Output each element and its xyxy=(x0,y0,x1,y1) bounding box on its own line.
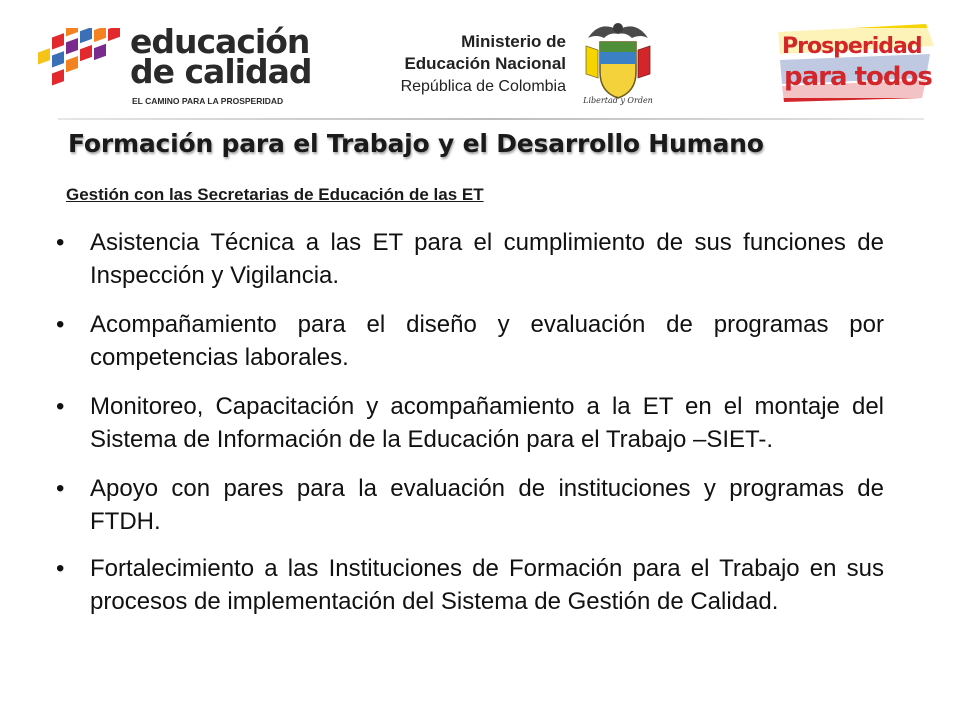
coat-of-arms-icon xyxy=(580,16,656,108)
cubes-icon xyxy=(34,28,126,98)
cube-4 xyxy=(66,28,78,36)
ministerio-line-2: Educación Nacional xyxy=(404,54,566,73)
bullet-dot: • xyxy=(56,475,65,502)
bullet-dot: • xyxy=(56,393,65,420)
bullet-dot: • xyxy=(56,555,65,582)
flag-left xyxy=(586,46,598,78)
cube-15 xyxy=(52,69,64,85)
cube-8 xyxy=(94,28,106,42)
condor-head xyxy=(613,23,623,33)
logo-tagline: EL CAMINO PARA LA PROSPERIDAD xyxy=(132,96,284,106)
header-divider xyxy=(58,118,924,120)
bullet-item xyxy=(56,308,884,374)
cube-grid xyxy=(38,28,120,85)
prosperidad-line-1: Prosperidad xyxy=(782,34,922,59)
cube-6 xyxy=(80,28,92,43)
cube-14 xyxy=(94,44,106,60)
ministerio-line-1: Ministerio de xyxy=(461,32,566,51)
bullet-dot: • xyxy=(56,311,65,338)
cube-13 xyxy=(66,56,78,72)
ministerio-line-3: República de Colombia xyxy=(400,78,566,95)
bullet-text: Fortalecimiento a las Instituciones de Formación para el Trabajo en sus procesos de implementación del Sistema de Gestión de Calidad. xyxy=(90,555,884,615)
bullet-text: Acompañamiento para el diseño y evaluación de programas por competencias laborales. xyxy=(90,311,884,371)
cube-5 xyxy=(52,33,64,49)
logo-word-de-calidad: de calidad xyxy=(130,52,312,91)
bullet-dot: • xyxy=(56,229,65,256)
prosperidad-para-todos-logo xyxy=(776,24,936,104)
bullet-item xyxy=(56,552,884,618)
cube-10 xyxy=(38,48,50,64)
shield-stripe-blue xyxy=(600,52,636,64)
bullet-list xyxy=(56,226,884,634)
bullet-item xyxy=(56,472,884,538)
cube-7 xyxy=(66,38,78,54)
page-subtitle: Gestión con las Secretarias de Educación de las ET xyxy=(66,185,484,204)
bullet-item xyxy=(56,390,884,456)
coat-of-arms-motto: Libertad y Orden xyxy=(583,96,653,105)
bullet-item xyxy=(56,226,884,292)
ministerio-educacion-logo xyxy=(384,30,574,100)
shield-stripe-red xyxy=(600,42,636,52)
prosperidad-line-2: para todos xyxy=(784,62,932,92)
bullet-text: Apoyo con pares para la evaluación de instituciones y programas de FTDH. xyxy=(90,475,884,535)
bullet-text: Asistencia Técnica a las ET para el cumplimiento de sus funciones de Inspección y Vigilancia. xyxy=(90,229,884,289)
flag-right xyxy=(638,46,650,78)
bullet-text: Monitoreo, Capacitación y acompañamiento a la ET en el montaje del Sistema de Información de la Educación para el Trabajo –SIET-. xyxy=(90,393,884,453)
educacion-de-calidad-logo xyxy=(34,22,312,106)
page-title: Formación para el Trabajo y el Desarrollo Humano xyxy=(68,129,764,158)
cube-12 xyxy=(80,45,92,61)
logo-word-educacion: educación xyxy=(130,22,310,61)
cube-9 xyxy=(108,28,120,41)
cube-11 xyxy=(52,51,64,67)
